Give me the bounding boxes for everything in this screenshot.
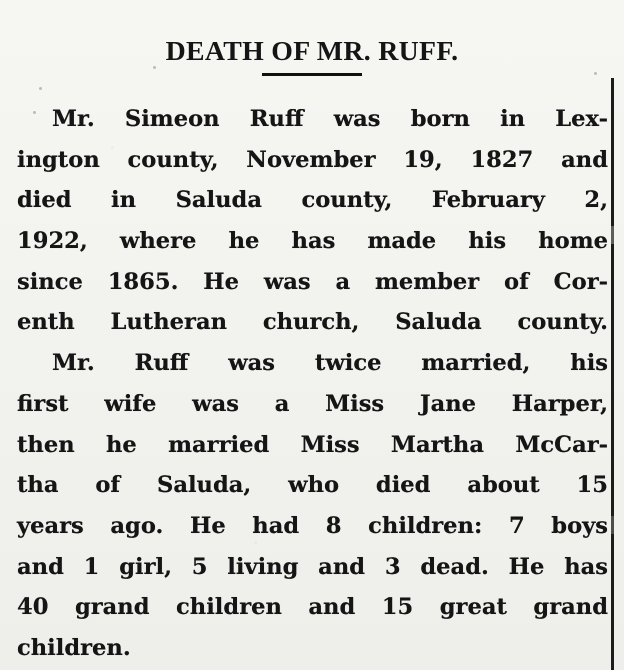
headline-divider-rule [262, 73, 362, 76]
column-border-rule [611, 78, 614, 670]
article-line-11: years ago. He had 8 children: 7 boys [17, 512, 608, 539]
article-line-7: Mr. Ruff was twice married, his [52, 350, 608, 377]
article-line-2: ington county, November 19, 1827 and [17, 146, 608, 173]
article-line-10: tha of Saluda, who died about 15 [17, 472, 608, 499]
article-line-5: since 1865. He was a member of Cor- [17, 268, 608, 295]
print-speck [594, 72, 597, 75]
cropped-previous-text-fragment [162, 0, 462, 4]
article-line-13: 40 grand children and 15 great grand [17, 594, 608, 621]
article-line-9: then he married Miss Martha McCar- [17, 431, 608, 458]
print-speck [33, 111, 36, 114]
article-line-3: died in Saluda county, February 2, [17, 187, 608, 214]
article-line-4: 1922, where he has made his home [17, 228, 608, 255]
obituary-article-body [17, 99, 608, 669]
article-line-12: and 1 girl, 5 living and 3 dead. He has [17, 553, 608, 580]
article-line-6: enth Lutheran church, Saluda county. [17, 309, 608, 336]
article-line-8: first wife was a Miss Jane Harper, [17, 390, 608, 417]
print-speck [39, 87, 42, 90]
article-line-14: children. [17, 634, 131, 661]
article-line-1: Mr. Simeon Ruff was born in Lex- [52, 106, 608, 132]
print-speck [153, 66, 156, 69]
article-headline: DEATH OF MR. RUFF. [165, 36, 459, 67]
